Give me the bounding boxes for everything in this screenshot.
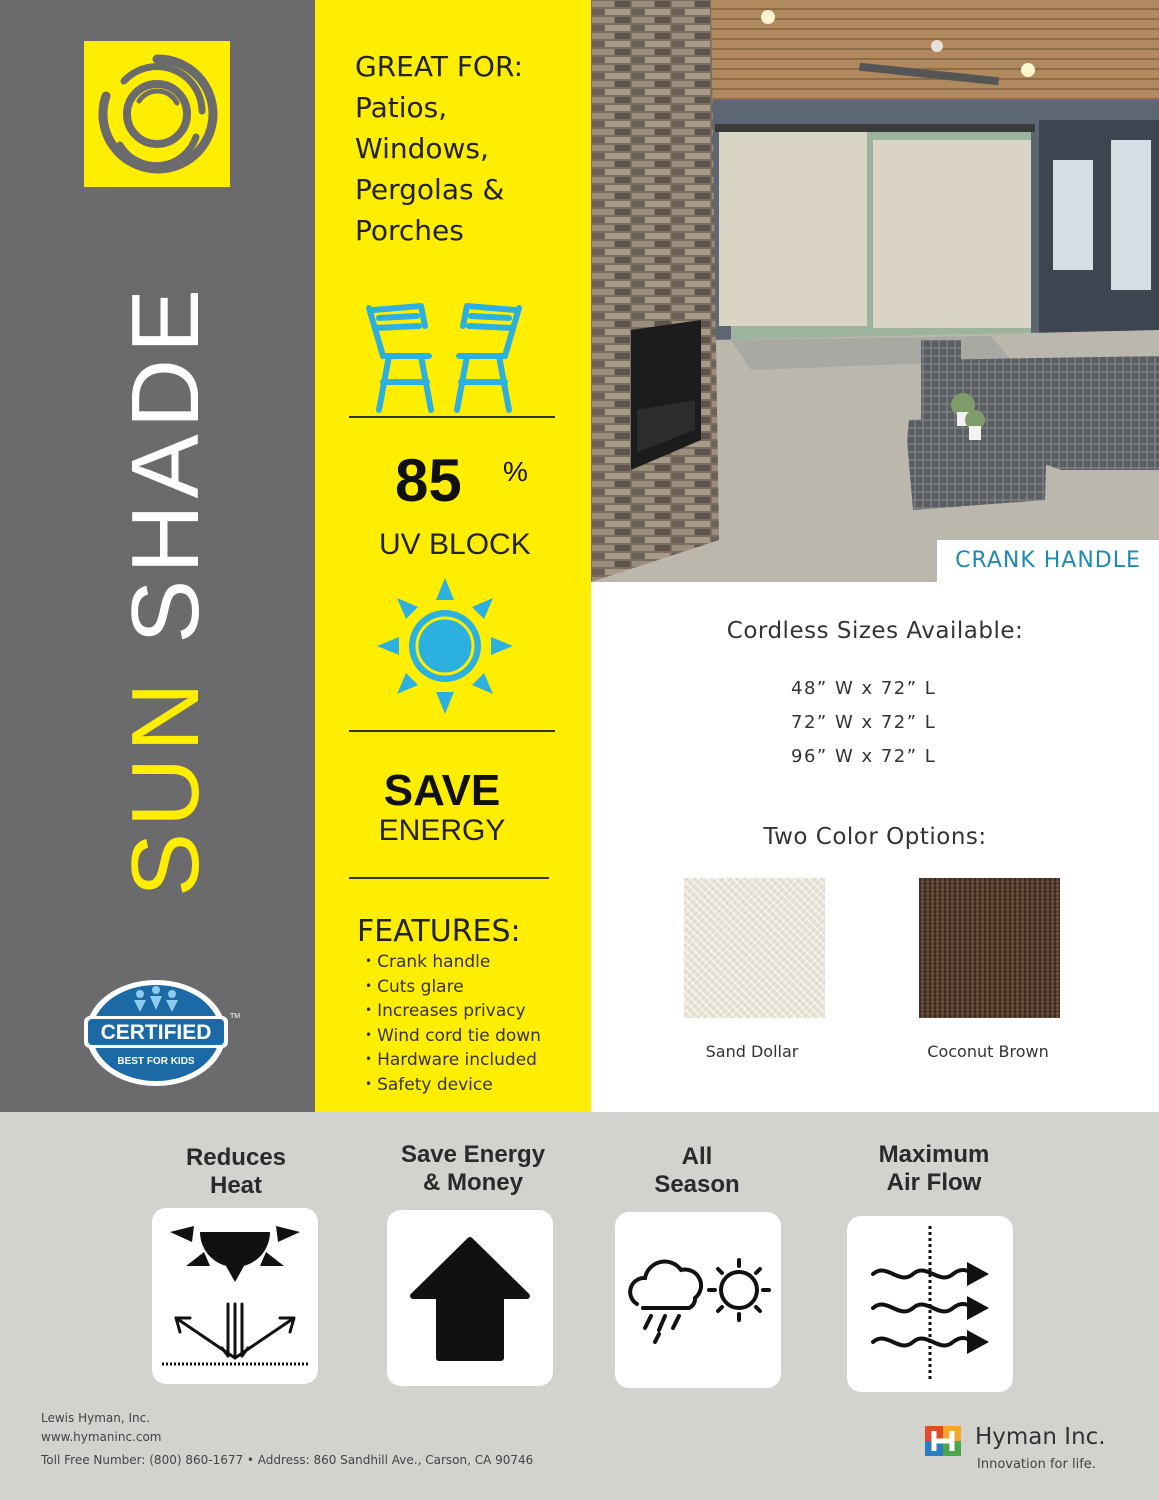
yellow-panel	[315, 0, 591, 1112]
footer-company: Lewis Hyman, Inc.	[41, 1411, 151, 1425]
great-for-item: Windows,	[355, 132, 489, 165]
great-for-item: Porches	[355, 214, 464, 247]
product-info-panel	[591, 582, 1159, 1112]
chairs-icon	[359, 298, 529, 416]
benefit-title-reduces-heat: Reduces Heat	[185, 1144, 287, 1199]
feature-item: • Crank handle	[365, 950, 541, 975]
sand-dollar-swatch	[684, 878, 825, 1018]
divider	[349, 877, 549, 879]
sun-icon	[375, 576, 515, 716]
feature-item: • Wind cord tie down	[365, 1024, 541, 1049]
hyman-tagline: Innovation for life.	[977, 1457, 1096, 1472]
footer-contact: Toll Free Number: (800) 860-1677 • Address: 860 Sandhill Ave., Carson, CA 90746	[41, 1453, 534, 1467]
feature-item: • Hardware included	[365, 1048, 541, 1073]
heat-reflect-icon	[152, 1208, 318, 1384]
save-energy-subheading: ENERGY	[378, 814, 506, 847]
great-for-heading: GREAT FOR:	[355, 50, 523, 83]
divider	[349, 416, 555, 418]
features-list	[365, 950, 541, 1098]
sizes-heading: Cordless Sizes Available:	[726, 618, 1024, 644]
svg-text:TM: TM	[230, 1013, 241, 1020]
coconut-brown-swatch	[919, 878, 1060, 1018]
benefit-card-all-season	[615, 1212, 781, 1388]
coconut-brown-label: Coconut Brown	[927, 1042, 1049, 1061]
feature-item: • Increases privacy	[365, 999, 541, 1024]
title-word-shade: SHADE	[112, 282, 219, 644]
benefit-title-save-energy: Save Energy & Money	[400, 1141, 546, 1196]
feature-item: • Safety device	[365, 1073, 541, 1098]
footer-website[interactable]: www.hymaninc.com	[41, 1430, 162, 1444]
patio-photo	[591, 0, 1159, 582]
size-option: 96” W x 72” L	[791, 746, 937, 767]
great-for-list	[355, 46, 523, 251]
benefit-card-reduces-heat	[152, 1208, 318, 1384]
uv-block-unit: %	[503, 456, 528, 487]
uv-block-value: 85	[395, 447, 462, 514]
great-for-item: Patios,	[355, 91, 448, 124]
great-for-item: Pergolas &	[355, 173, 505, 206]
features-heading: FEATURES:	[357, 914, 521, 949]
benefit-card-save-energy	[387, 1210, 553, 1386]
sun-shade-logo	[84, 41, 230, 187]
hyman-logo-icon	[925, 1426, 961, 1456]
certified-subtext: BEST FOR KIDS	[117, 1056, 195, 1067]
left-panel	[0, 0, 315, 1112]
size-option: 48” W x 72” L	[791, 678, 937, 699]
arrow-up-icon	[387, 1210, 553, 1386]
benefit-title-air-flow: Maximum Air Flow	[878, 1141, 990, 1196]
uv-block-label: UV BLOCK	[379, 528, 531, 561]
air-flow-icon	[847, 1216, 1013, 1392]
sand-dollar-label: Sand Dollar	[705, 1042, 799, 1061]
benefit-card-air-flow	[847, 1216, 1013, 1392]
color-options-heading: Two Color Options:	[763, 824, 987, 850]
title-word-sun: SUN	[112, 676, 219, 898]
save-energy-heading: SAVE	[383, 766, 501, 815]
size-option: 72” W x 72” L	[791, 712, 937, 733]
weather-icon	[615, 1212, 781, 1388]
benefit-title-all-season: All Season	[654, 1143, 740, 1198]
crank-handle-caption: CRANK HANDLE	[937, 540, 1159, 582]
feature-item: • Cuts glare	[365, 975, 541, 1000]
certified-badge	[78, 978, 246, 1088]
hyman-brand-name: Hyman Inc.	[975, 1424, 1106, 1450]
certified-text: CERTIFIED	[100, 1021, 212, 1044]
divider	[349, 730, 555, 732]
